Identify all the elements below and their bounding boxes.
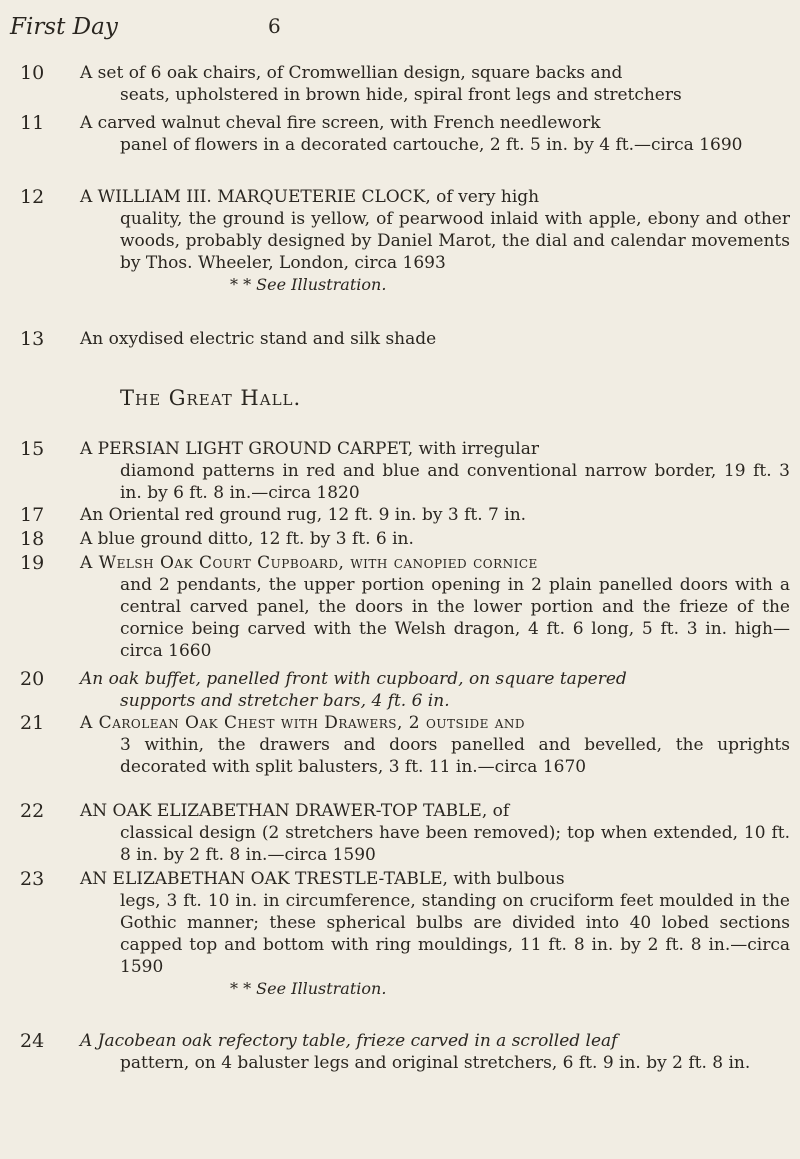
lot-description (80, 668, 790, 712)
lot-entry (0, 800, 790, 866)
lot-number: 17 (20, 504, 45, 526)
lot-continuation: classical design (2 stretchers have been removed); top when extended, 10 ft. 8 in. by 2 ft. 8 in.—circa 1590 (120, 823, 790, 865)
lot-number: 22 (20, 800, 45, 822)
lot-lead: An oak buffet, panelled front with cupboard, on square tapered (80, 669, 627, 689)
lot-description (80, 112, 790, 156)
lot-continuation: panel of flowers in a decorated cartouche, 2 ft. 5 in. by 4 ft.—circa 1690 (120, 135, 743, 155)
lot-description (80, 62, 790, 106)
lot-number: 19 (20, 552, 45, 574)
lot-number: 24 (20, 1030, 45, 1052)
lot-continuation: legs, 3 ft. 10 in. in circumference, standing on cruciform feet moulded in the Gothic manner; these spherical bulbs are divided into 40 lobed sections capped top and bottom with ring mouldings, 11 ft. 8 in. by 2 ft. 8 in.—circa 1590 (120, 891, 790, 977)
lot-continuation: 3 within, the drawers and doors panelled and bevelled, the uprights decorated with split balusters, 3 ft. 11 in.—circa 1670 (120, 735, 790, 777)
lot-entry (0, 528, 790, 550)
page-header (10, 14, 760, 44)
lot-lead: A Welsh Oak Court Cupboard, with canopied cornice (80, 553, 538, 573)
lot-number: 12 (20, 186, 45, 208)
lot-continuation: quality, the ground is yellow, of pearwood inlaid with apple, ebony and other woods, probably designed by Daniel Marot, the dial and calendar movements by Thos. Wheeler, London, circa 1693 (120, 209, 790, 273)
lot-entry (0, 868, 790, 1000)
lot-continuation: pattern, on 4 baluster legs and original stretchers, 6 ft. 9 in. by 2 ft. 8 in. (120, 1053, 751, 1073)
lot-description (80, 504, 790, 526)
illustration-note: * * See Illustration. (230, 979, 387, 998)
lot-entry (0, 552, 790, 662)
running-title: First Day (10, 14, 118, 40)
lot-number: 15 (20, 438, 45, 460)
lot-number: 11 (20, 112, 45, 134)
page-number: 6 (268, 14, 281, 38)
lot-description (80, 186, 790, 296)
lot-number: 13 (20, 328, 45, 350)
lot-lead: AN ELIZABETHAN OAK TRESTLE-TABLE, with bulbous (80, 869, 565, 889)
lot-lead: AN OAK ELIZABETHAN DRAWER-TOP TABLE, of (80, 801, 510, 821)
lot-lead: A PERSIAN LIGHT GROUND CARPET, with irregular (80, 439, 539, 459)
lot-number: 18 (20, 528, 45, 550)
lot-description (80, 800, 790, 866)
lot-lead: A Jacobean oak refectory table, frieze carved in a scrolled leaf (80, 1031, 618, 1051)
lot-entry (0, 438, 790, 504)
lot-entry (0, 328, 790, 350)
lot-number: 23 (20, 868, 45, 890)
lot-lead: An Oriental red ground rug, 12 ft. 9 in. by 3 ft. 7 in. (80, 505, 527, 525)
lot-description (80, 438, 790, 504)
lot-description (80, 552, 790, 662)
lot-description (80, 712, 790, 778)
lot-number: 20 (20, 668, 45, 690)
lot-entry (0, 1030, 790, 1074)
lot-entry (0, 504, 790, 526)
lot-entry (0, 186, 790, 296)
lot-description (80, 868, 790, 1000)
lot-description (80, 528, 790, 550)
lot-continuation: and 2 pendants, the upper portion opening in 2 plain panelled doors with a central carved panel, the doors in the lower portion and the frieze of the cornice being carved with the Welsh dragon, 4 ft. 6 long, 5 ft. 3 in. high—circa 1660 (120, 575, 790, 661)
lot-lead: A set of 6 oak chairs, of Cromwellian design, square backs and (80, 63, 623, 83)
lot-lead: A Carolean Oak Chest with Drawers, 2 outside and (80, 713, 526, 733)
lot-continuation: diamond patterns in red and blue and conventional narrow border, 19 ft. 3 in. by 6 ft. 8 in.—circa 1820 (120, 461, 790, 503)
lot-entry (0, 62, 790, 106)
illustration-note: * * See Illustration. (230, 275, 387, 294)
lot-entry (0, 712, 790, 778)
lot-lead: A blue ground ditto, 12 ft. by 3 ft. 6 in. (80, 529, 414, 549)
lot-lead: A carved walnut cheval fire screen, with French needlework (80, 113, 601, 133)
lot-lead: An oxydised electric stand and silk shade (80, 329, 437, 349)
lot-entry (0, 112, 790, 156)
lot-description (80, 1030, 790, 1074)
lot-entry (0, 668, 790, 712)
section-heading: The Great Hall. (120, 386, 302, 410)
lot-continuation: supports and stretcher bars, 4 ft. 6 in. (120, 691, 450, 711)
lot-description (80, 328, 790, 350)
lot-number: 21 (20, 712, 45, 734)
lot-continuation: seats, upholstered in brown hide, spiral front legs and stretchers (120, 85, 682, 105)
lot-number: 10 (20, 62, 45, 84)
lot-lead: A WILLIAM III. MARQUETERIE CLOCK, of very high (80, 187, 540, 207)
